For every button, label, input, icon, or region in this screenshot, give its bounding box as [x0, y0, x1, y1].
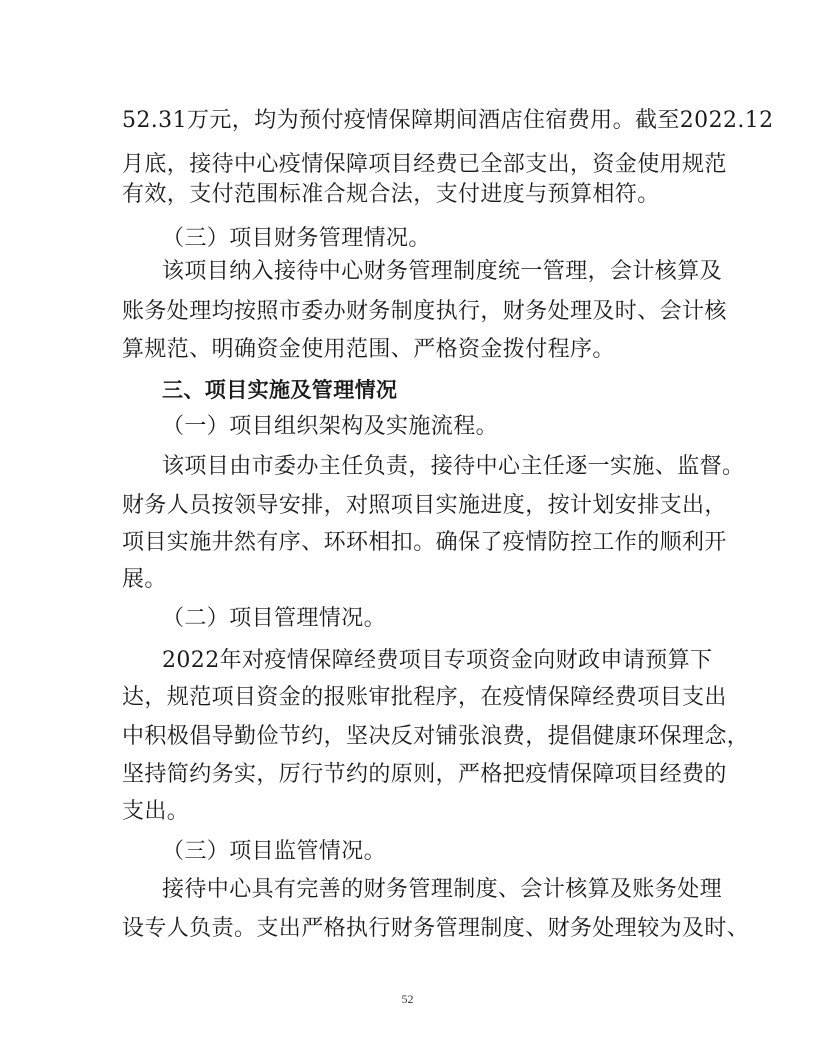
- paragraph-line: 达，规范项目资金的报账审批程序，在疫情保障经费项目支出: [122, 685, 727, 710]
- paragraph-line: 项目实施井然有序、环环相扣。确保了疫情防控工作的顺利开: [122, 530, 727, 555]
- section-heading: 三、项目实施及管理情况: [162, 378, 398, 402]
- section-subheading: （一）项目组织架构及实施流程。: [162, 414, 499, 439]
- paragraph-line: 2022年对疫情保障经费项目专项资金向财政申请预算下: [162, 648, 713, 673]
- paragraph-line: 设专人负责。支出严格执行财务管理制度、财务处理较为及时、: [122, 916, 750, 941]
- paragraph-line: 财务人员按领导安排，对照项目实施进度，按计划安排支出，: [122, 493, 727, 518]
- paragraph-line: 支出。: [122, 799, 190, 824]
- section-subheading: （三）项目财务管理情况。: [162, 226, 431, 251]
- paragraph-line: 坚持简约务实，厉行节约的原则，严格把疫情保障项目经费的: [122, 762, 727, 787]
- paragraph-line: 该项目纳入接待中心财务管理制度统一管理，会计核算及: [162, 259, 723, 284]
- paragraph-line: 中积极倡导勤俭节约，坚决反对铺张浪费，提倡健康环保理念，: [122, 724, 750, 749]
- section-subheading: （二）项目管理情况。: [162, 606, 387, 631]
- section-subheading: （三）项目监管情况。: [162, 839, 387, 864]
- paragraph-line: 52.31万元，均为预付疫情保障期间酒店住宿费用。截至2022.12: [122, 108, 774, 133]
- paragraph-line: 接待中心具有完善的财务管理制度、会计核算及账务处理: [162, 877, 723, 902]
- page-number: 52: [401, 992, 414, 1006]
- paragraph-line: 月底，接待中心疫情保障项目经费已全部支出，资金使用规范: [122, 152, 727, 177]
- paragraph-line: 该项目由市委办主任负责，接待中心主任逐一实施、监督。: [162, 454, 745, 479]
- paragraph-line: 算规范、明确资金使用范围、严格资金拨付程序。: [122, 337, 615, 362]
- paragraph-line: 有效，支付范围标准合规合法，支付进度与预算相符。: [122, 182, 660, 207]
- paragraph-line: 账务处理均按照市委办财务制度执行，财务处理及时、会计核: [122, 299, 727, 324]
- paragraph-line: 展。: [122, 567, 167, 592]
